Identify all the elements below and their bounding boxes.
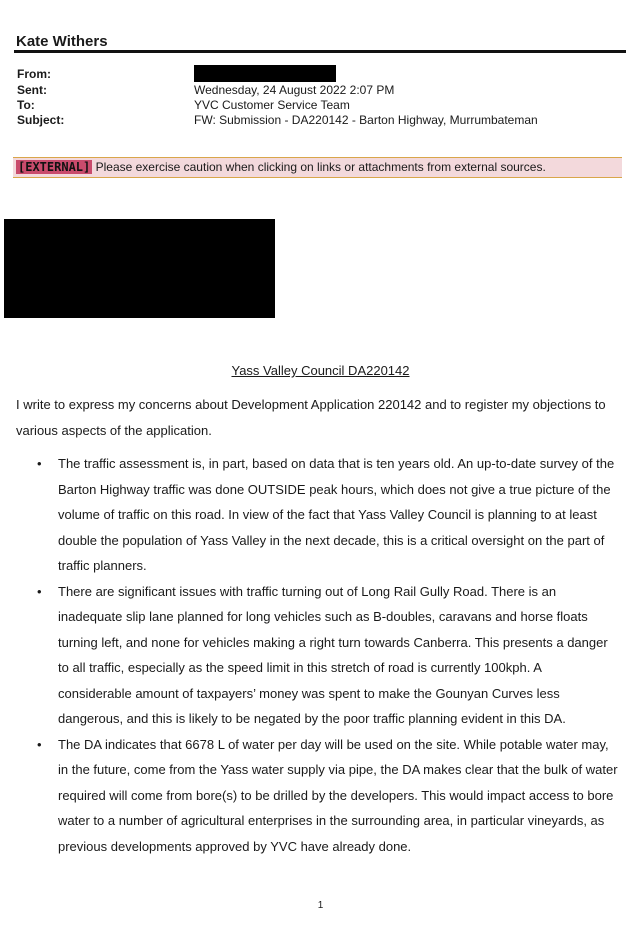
list-item-text: The DA indicates that 6678 L of water per day will be used on the site. While potable water may, in the future, come from the Yass water supply via pipe, the DA makes clear that the bulk of water required will come from bore(s) to be drilled by the developers. This would impact access to bore water to a number of agricultural enterprises in the surrounding area, in particular vineyards, as previous developments approved by YVC have already done. <box>58 736 618 854</box>
bullet-icon: • <box>37 456 42 471</box>
external-tag: [EXTERNAL] <box>18 160 91 174</box>
external-warning-banner <box>13 157 622 178</box>
sent-label: Sent: <box>17 83 47 97</box>
sender-name: Kate Withers <box>16 33 108 50</box>
list-item <box>0 579 618 732</box>
list-item <box>0 451 618 579</box>
to-value: YVC Customer Service Team <box>194 98 350 112</box>
list-item-text: There are significant issues with traffic turning out of Long Rail Gully Road. There is an inadequate slip lane planned for long vehicles such as B-doubles, caravans and horse floats turning left, and none for vehicles making a right turn towards Canberra. This presents a danger to all traffic, especially as the speed limit in this stretch of road is currently 100kph. A considerable amount of taxpayers’ money was spent to make the Gounyan Curves less dangerous, and this is likely to be negated by the poor traffic planning evident in this DA. <box>58 583 608 726</box>
from-redaction <box>194 65 336 82</box>
objection-list <box>0 451 641 859</box>
subject-value: FW: Submission - DA220142 - Barton Highway, Murrumbateman <box>194 113 538 127</box>
bullet-icon: • <box>37 736 42 752</box>
list-item <box>0 732 618 860</box>
external-warning-message: Please exercise caution when clicking on links or attachments from external sources. <box>95 160 546 174</box>
from-label: From: <box>17 67 51 81</box>
header-divider <box>14 50 626 53</box>
letter-intro: I write to express my concerns about Development Application 220142 and to register my objections to various aspects of the application. <box>16 397 606 438</box>
letter-heading: Yass Valley Council DA220142 <box>231 363 410 378</box>
to-label: To: <box>17 98 35 112</box>
bullet-icon: • <box>37 583 42 599</box>
sent-value: Wednesday, 24 August 2022 2:07 PM <box>194 83 395 97</box>
signature-redaction <box>4 219 275 318</box>
page-number: 1 <box>317 900 324 911</box>
list-item-text: The traffic assessment is, in part, based on data that is ten years old. An up-to-date survey of the Barton Highway traffic was done OUTSIDE peak hours, which does not give a true picture of the volume of traffic on this road. In view of the fact that Yass Valley Council is planning to at least double the population of Yass Valley in the next decade, this is a critical oversight on the part of traffic planners. <box>58 456 615 573</box>
subject-label: Subject: <box>17 113 65 127</box>
